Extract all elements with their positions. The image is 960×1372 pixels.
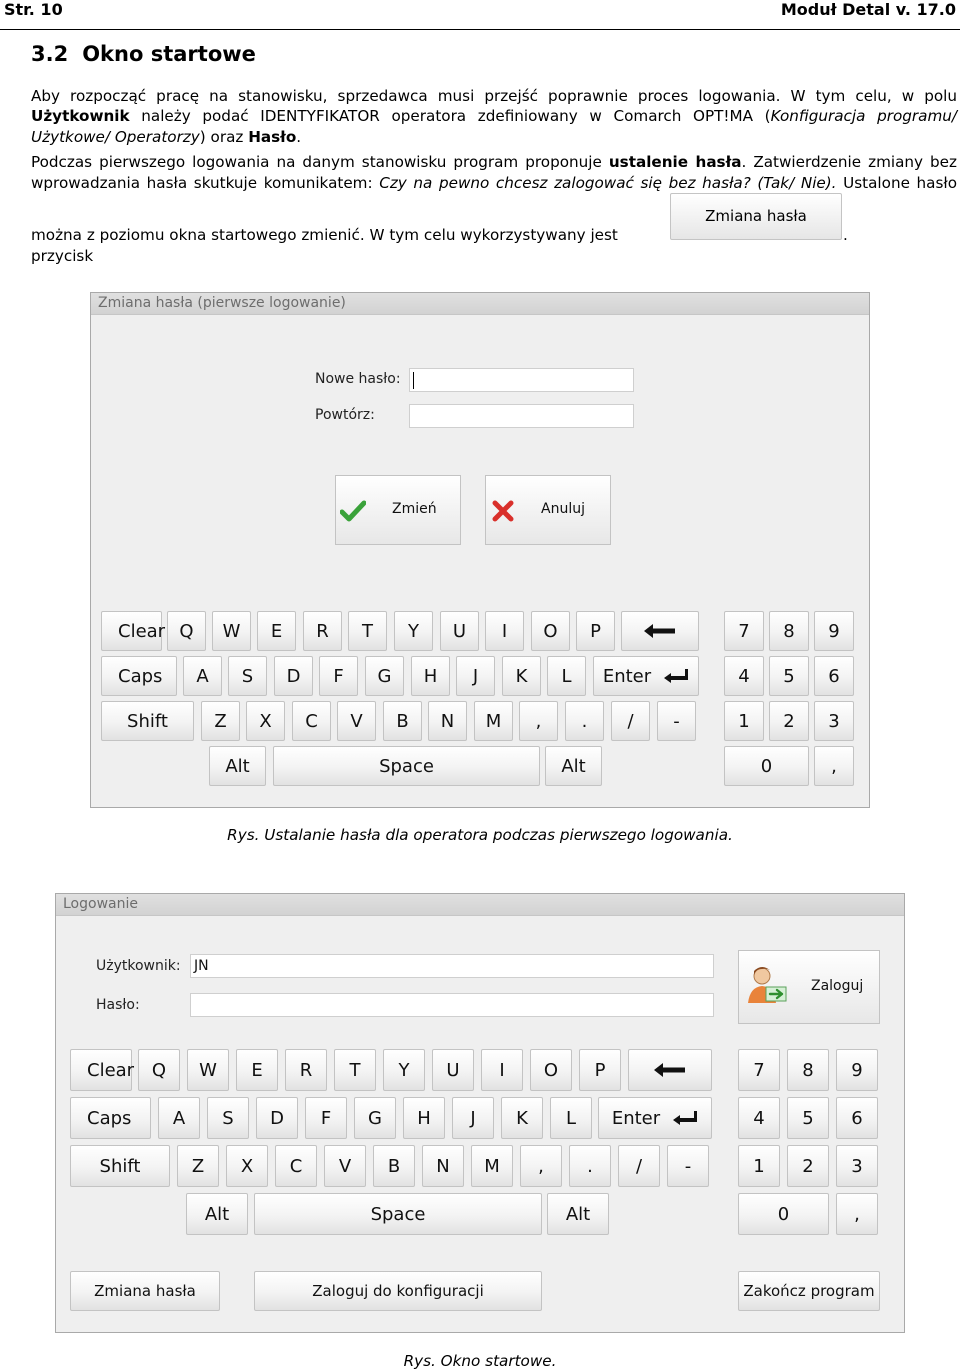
key-period[interactable]: . — [565, 701, 604, 741]
dialog2-title: Logowanie — [56, 894, 904, 916]
login-button-label: Zaloguj — [811, 978, 864, 994]
key-b[interactable]: B — [373, 1145, 415, 1187]
para2-text2: wprowadzania hasła skutkuje komunikatem: — [31, 174, 380, 192]
key-num-1[interactable]: 1 — [738, 1145, 780, 1187]
key-y[interactable]: Y — [383, 1049, 425, 1091]
figure-caption-2: Rys. Okno startowe. — [403, 1352, 557, 1370]
key-g[interactable]: G — [354, 1097, 396, 1139]
key-u[interactable]: U — [432, 1049, 474, 1091]
key-p[interactable]: P — [576, 611, 615, 651]
key-p[interactable]: P — [579, 1049, 621, 1091]
field-password-bold: Hasło — [248, 128, 297, 146]
key-num-comma[interactable]: , — [814, 746, 854, 786]
inline-change-password-button[interactable]: Zmiana hasła — [670, 193, 842, 240]
key-w[interactable]: W — [212, 611, 251, 651]
key-comma[interactable]: , — [520, 1145, 562, 1187]
key-e[interactable]: E — [236, 1049, 278, 1091]
key-num-2[interactable]: 2 — [787, 1145, 829, 1187]
key-enter[interactable] — [593, 656, 699, 696]
login-window — [55, 893, 905, 1333]
backspace-arrow-icon — [653, 1062, 687, 1078]
key-space[interactable]: Space — [254, 1193, 542, 1235]
key-caps[interactable]: Caps — [70, 1097, 151, 1139]
key-num-8[interactable]: 8 — [769, 611, 809, 651]
change-button[interactable] — [335, 475, 461, 545]
key-n[interactable]: N — [422, 1145, 464, 1187]
para1-line3 — [31, 127, 957, 148]
section-heading: Okno startowe — [82, 42, 256, 66]
para2-line2 — [31, 173, 957, 194]
password-change-dialog — [90, 292, 870, 808]
field-user-bold: Użytkownik — [31, 107, 130, 125]
key-g[interactable]: G — [365, 656, 404, 696]
key-f[interactable]: F — [305, 1097, 347, 1139]
key-d[interactable]: D — [256, 1097, 298, 1139]
key-w[interactable]: W — [187, 1049, 229, 1091]
key-t[interactable]: T — [334, 1049, 376, 1091]
key-minus[interactable]: - — [657, 701, 696, 741]
login-button[interactable] — [738, 950, 880, 1024]
para2-line1 — [31, 152, 957, 173]
key-q[interactable]: Q — [167, 611, 206, 651]
page-number: Str. 10 — [4, 0, 63, 19]
cross-icon — [492, 500, 514, 522]
key-enter-label: Enter — [602, 665, 652, 687]
key-num-comma[interactable]: , — [836, 1193, 878, 1235]
repeat-password-input[interactable] — [409, 404, 634, 428]
key-h[interactable]: H — [411, 656, 450, 696]
change-button-label: Zmień — [392, 501, 437, 517]
key-v[interactable]: V — [337, 701, 376, 741]
key-n[interactable]: N — [428, 701, 467, 741]
cancel-button-label: Anuluj — [541, 501, 585, 517]
para2-text2-end: Ustalone hasło — [836, 174, 957, 192]
key-i[interactable]: I — [485, 611, 524, 651]
repeat-password-label: Powtórz: — [315, 407, 375, 423]
key-alt[interactable]: Alt — [545, 746, 602, 786]
page-header — [0, 0, 960, 30]
key-enter[interactable] — [598, 1097, 712, 1139]
key-backspace[interactable] — [621, 611, 699, 651]
user-input[interactable]: JN — [190, 954, 714, 978]
key-y[interactable]: Y — [394, 611, 433, 651]
key-num-0[interactable]: 0 — [724, 746, 809, 786]
password-label: Hasło: — [96, 997, 140, 1013]
key-a[interactable]: A — [183, 656, 222, 696]
key-o[interactable]: O — [531, 611, 570, 651]
key-q[interactable]: Q — [138, 1049, 180, 1091]
key-enter-label: Enter — [611, 1107, 661, 1129]
key-s[interactable]: S — [207, 1097, 249, 1139]
key-t[interactable]: T — [348, 611, 387, 651]
key-num-0[interactable]: 0 — [738, 1193, 829, 1235]
para1-italic-path2: Użytkowe/ Operatorzy — [31, 128, 200, 146]
text-caret — [413, 372, 414, 389]
key-num-7[interactable]: 7 — [724, 611, 764, 651]
key-num-1[interactable]: 1 — [724, 701, 764, 741]
key-r[interactable]: R — [303, 611, 342, 651]
key-x[interactable]: X — [246, 701, 285, 741]
key-k[interactable]: K — [502, 656, 541, 696]
section-number: 3.2 — [31, 42, 69, 66]
backspace-arrow-icon — [643, 623, 677, 639]
para1-italic-path: Konfiguracja programu/ — [770, 107, 957, 125]
key-num-4[interactable]: 4 — [724, 656, 764, 696]
key-num-4[interactable]: 4 — [738, 1097, 780, 1139]
key-alt[interactable]: Alt — [186, 1193, 248, 1235]
key-num-9[interactable]: 9 — [836, 1049, 878, 1091]
password-input[interactable] — [190, 993, 714, 1017]
para2-text1: Podczas pierwszego logowania na danym stanowisku program proponuje — [31, 153, 609, 171]
figure-caption-1: Rys. Ustalanie hasła dla operatora podczas pierwszego logowania. — [227, 826, 733, 844]
key-alt[interactable]: Alt — [209, 746, 266, 786]
login-config-button[interactable]: Zaloguj do konfiguracji — [254, 1271, 542, 1311]
para2-line3: można z poziomu okna startowego zmienić. W tym celu wykorzystywany jest przycisk — [31, 226, 618, 265]
cancel-button[interactable] — [485, 475, 611, 545]
new-password-input[interactable] — [409, 368, 634, 392]
para1-text2: należy podać IDENTYFIKATOR operatora zdefiniowany w Comarch OPT!MA ( — [129, 107, 771, 125]
key-i[interactable]: I — [481, 1049, 523, 1091]
key-o[interactable]: O — [530, 1049, 572, 1091]
key-l[interactable]: L — [547, 656, 586, 696]
para1-text3: ) oraz — [199, 128, 249, 146]
key-m[interactable]: M — [474, 701, 513, 741]
key-d[interactable]: D — [274, 656, 313, 696]
change-password-button[interactable]: Zmiana hasła — [70, 1271, 220, 1311]
key-r[interactable]: R — [285, 1049, 327, 1091]
user-label: Użytkownik: — [96, 958, 181, 974]
key-shift[interactable]: Shift — [101, 701, 194, 741]
new-password-label: Nowe hasło: — [315, 371, 401, 387]
key-num-2[interactable]: 2 — [769, 701, 809, 741]
key-h[interactable]: H — [403, 1097, 445, 1139]
key-num-5[interactable]: 5 — [769, 656, 809, 696]
key-num-9[interactable]: 9 — [814, 611, 854, 651]
key-shift[interactable]: Shift — [70, 1145, 170, 1187]
key-c[interactable]: C — [292, 701, 331, 741]
key-clear[interactable]: Clear — [101, 611, 162, 651]
check-icon — [340, 500, 366, 522]
key-f[interactable]: F — [319, 656, 358, 696]
key-v[interactable]: V — [324, 1145, 366, 1187]
exit-program-button[interactable]: Zakończ program — [738, 1271, 880, 1311]
key-e[interactable]: E — [257, 611, 296, 651]
key-num-6[interactable]: 6 — [836, 1097, 878, 1139]
key-num-7[interactable]: 7 — [738, 1049, 780, 1091]
para1-line1: Aby rozpocząć pracę na stanowisku, sprzedawca musi przejść poprawnie proces logowania. W tym celu, w polu — [31, 87, 957, 105]
para2-text1-end: . Zatwierdzenie zmiany bez — [741, 153, 957, 171]
key-space[interactable]: Space — [273, 746, 540, 786]
key-alt[interactable]: Alt — [547, 1193, 609, 1235]
key-num-3[interactable]: 3 — [836, 1145, 878, 1187]
user-login-icon — [744, 963, 790, 1009]
key-num-5[interactable]: 5 — [787, 1097, 829, 1139]
key-k[interactable]: K — [501, 1097, 543, 1139]
key-clear[interactable]: Clear — [70, 1049, 132, 1091]
key-m[interactable]: M — [471, 1145, 513, 1187]
key-num-3[interactable]: 3 — [814, 701, 854, 741]
key-c[interactable]: C — [275, 1145, 317, 1187]
key-slash[interactable]: / — [618, 1145, 660, 1187]
key-b[interactable]: B — [383, 701, 422, 741]
key-j[interactable]: J — [452, 1097, 494, 1139]
key-backspace[interactable] — [628, 1049, 712, 1091]
key-num-8[interactable]: 8 — [787, 1049, 829, 1091]
key-z[interactable]: Z — [201, 701, 240, 741]
key-z[interactable]: Z — [177, 1145, 219, 1187]
dialog1-title: Zmiana hasła (pierwsze logowanie) — [91, 293, 869, 315]
module-version: Moduł Detal v. 17.0 — [780, 0, 956, 19]
key-s[interactable]: S — [228, 656, 267, 696]
para2-italic-msg: Czy na pewno chcesz zalogować się bez hasła? (Tak/ Nie). — [379, 174, 837, 192]
key-num-6[interactable]: 6 — [814, 656, 854, 696]
para2-end: . — [843, 226, 848, 244]
key-a[interactable]: A — [158, 1097, 200, 1139]
para1-line2 — [31, 106, 957, 127]
para2-bold: ustalenie hasła — [608, 153, 742, 171]
key-period[interactable]: . — [569, 1145, 611, 1187]
section-title — [31, 42, 256, 66]
key-j[interactable]: J — [456, 656, 495, 696]
enter-arrow-icon — [663, 668, 689, 684]
key-caps[interactable]: Caps — [101, 656, 177, 696]
key-u[interactable]: U — [440, 611, 479, 651]
key-x[interactable]: X — [226, 1145, 268, 1187]
enter-arrow-icon — [672, 1110, 698, 1126]
key-slash[interactable]: / — [611, 701, 650, 741]
key-l[interactable]: L — [550, 1097, 592, 1139]
key-minus[interactable]: - — [667, 1145, 709, 1187]
para1-end: . — [296, 128, 302, 146]
key-comma[interactable]: , — [519, 701, 558, 741]
